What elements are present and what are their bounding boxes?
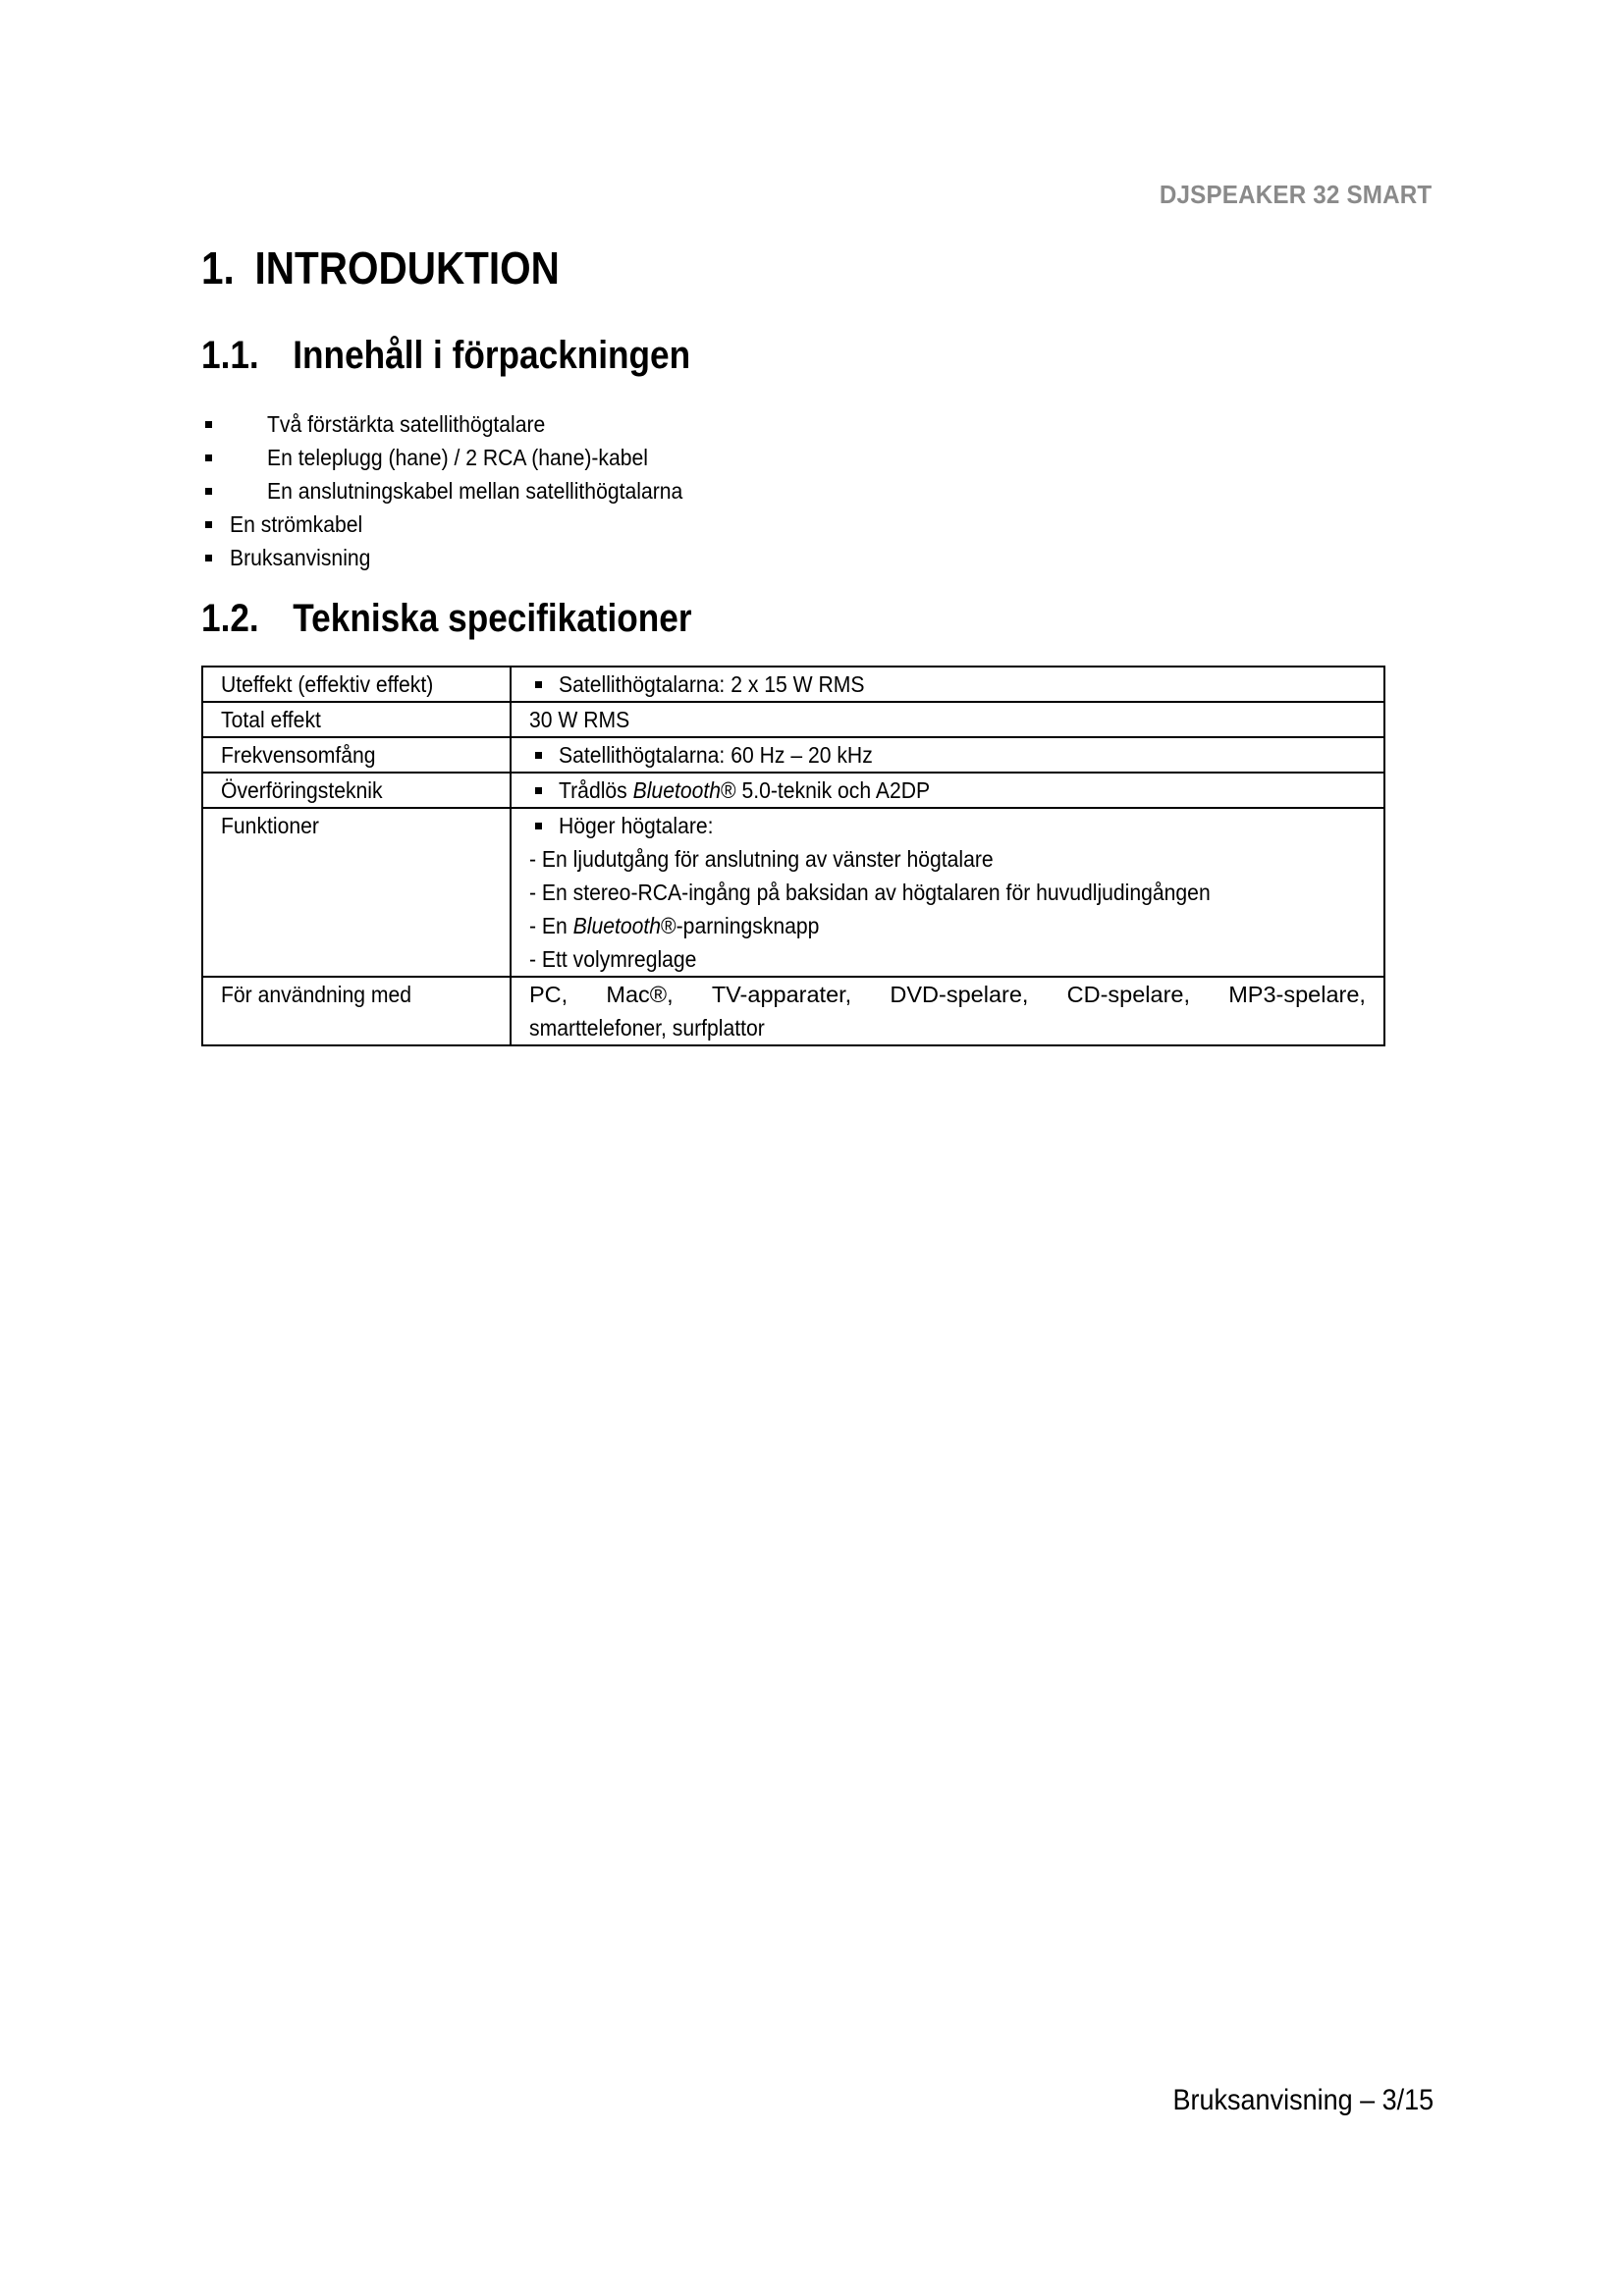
section-number: 1. [201,242,235,294]
spec-label-cell: Funktioner [202,808,511,977]
list-item: En anslutningskabel mellan satellithögtalarna [203,474,729,507]
table-row [202,808,1384,977]
list-item: En teleplugg (hane) / 2 RCA (hane)-kabel [203,441,729,474]
square-bullet-icon [205,421,212,428]
subsection-number: 1.1. [201,334,259,377]
square-bullet-icon [205,454,212,461]
package-contents-list [203,407,729,574]
spec-value-cell: 30 W RMS [511,702,1384,737]
section-title: INTRODUKTION [254,242,560,294]
table-row [202,737,1384,773]
square-bullet-icon [205,555,212,561]
spec-label-cell: Frekvensomfång [202,737,511,773]
subsection-heading-technical-specs [201,597,692,641]
subsection-title: Tekniska specifikationer [293,597,692,640]
square-bullet-icon [205,488,212,495]
spec-label-cell: Överföringsteknik [202,773,511,808]
square-bullet-icon [535,681,542,688]
spec-label-cell: Uteffekt (effektiv effekt) [202,667,511,702]
list-item: Bruksanvisning [203,541,729,574]
list-item: En strömkabel [203,507,729,541]
spec-value-cell: Höger högtalare: - En ljudutgång för anslutning av vänster högtalare - En stereo-RCA-ingång på baksidan av högtalaren för huvudljudingången - En Bluetooth®-parningsknapp - Ett volymreglage [511,808,1384,977]
specifications-table [201,666,1385,1046]
list-item: Två förstärkta satellithögtalare [203,407,729,441]
section-heading-introduction [201,241,560,294]
page-footer: Bruksanvisning – 3/15 [1172,2084,1434,2116]
spec-label-cell: Total effekt [202,702,511,737]
subsection-title: Innehåll i förpackningen [293,334,691,377]
square-bullet-icon [205,521,212,528]
square-bullet-icon [535,752,542,759]
spec-value-cell: Satellithögtalarna: 2 x 15 W RMS [511,667,1384,702]
spec-value-cell: Satellithögtalarna: 60 Hz – 20 kHz [511,737,1384,773]
spec-label-cell: För användning med [202,977,511,1045]
subsection-number: 1.2. [201,597,259,640]
table-row [202,702,1384,737]
square-bullet-icon [535,787,542,794]
spec-value-cell: PC, Mac®, TV-apparater, DVD-spelare, CD-spelare, MP3-spelare, smarttelefoner, surfplattor [511,977,1384,1045]
spec-value-cell: Trådlös Bluetooth® 5.0-teknik och A2DP [511,773,1384,808]
square-bullet-icon [535,823,542,829]
table-row [202,977,1384,1045]
table-row [202,773,1384,808]
document-header: DJSPEAKER 32 SMART [1159,180,1432,209]
subsection-heading-package-contents [201,334,690,378]
table-row [202,667,1384,702]
compatible-devices-line: PC, Mac®, TV-apparater, DVD-spelare, CD-spelare, MP3-spelare, [529,982,1366,1007]
